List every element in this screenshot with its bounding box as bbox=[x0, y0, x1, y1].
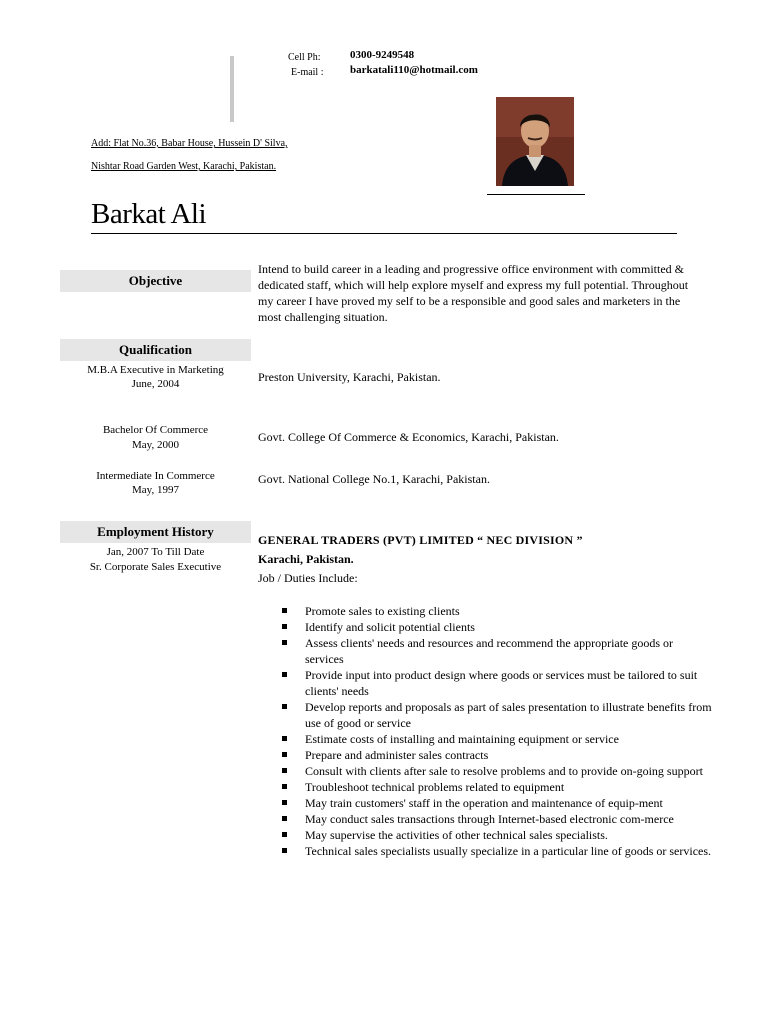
qualification-degree-1: M.B.A Executive in Marketing bbox=[87, 364, 224, 376]
candidate-name: Barkat Ali bbox=[91, 198, 207, 230]
header-divider bbox=[230, 56, 234, 122]
qualification-degree-2: Bachelor Of Commerce bbox=[102, 424, 209, 436]
duty-item: Prepare and administer sales contracts bbox=[282, 747, 712, 763]
phone-value: 0300-9249548 bbox=[350, 49, 415, 61]
qualification-heading: Qualification bbox=[60, 339, 251, 361]
employer-location: Karachi, Pakistan. bbox=[258, 552, 354, 566]
duties-intro: Job / Duties Include: bbox=[258, 571, 358, 585]
duty-item: May conduct sales transactions through Internet-based electronic com-merce bbox=[282, 811, 712, 827]
email-label: E-mail : bbox=[291, 67, 324, 78]
employment-heading: Employment History bbox=[60, 521, 251, 543]
objective-text: Intend to build career in a leading and progressive office environment with committed & dedicated staff, which will help explore myself and express my full potential. Throughout my career I have proved my self to be a responsible and good sales and marketers in the most challenging situation. bbox=[258, 262, 689, 324]
duty-item: Estimate costs of installing and maintaining equipment or service bbox=[282, 731, 712, 747]
profile-photo bbox=[496, 97, 574, 186]
address-line-2: Nishtar Road Garden West, Karachi, Pakistan. bbox=[91, 161, 277, 172]
qualification-institution-3: Govt. National College No.1, Karachi, Pakistan. bbox=[258, 472, 490, 486]
duties-list bbox=[282, 603, 712, 859]
photo-underline bbox=[487, 194, 585, 195]
duty-item: May supervise the activities of other technical sales specialists. bbox=[282, 827, 712, 843]
employment-position: Sr. Corporate Sales Executive bbox=[89, 561, 222, 573]
duty-item: Technical sales specialists usually specialize in a particular line of goods or services. bbox=[282, 843, 712, 859]
qualification-institution-1: Preston University, Karachi, Pakistan. bbox=[258, 370, 441, 384]
employment-period: Jan, 2007 To Till Date bbox=[106, 546, 205, 558]
qualification-degree-3: Intermediate In Commerce bbox=[96, 470, 215, 482]
qualification-date-2: May, 2000 bbox=[132, 439, 179, 451]
duty-item: Provide input into product design where goods or services must be tailored to suit clients' needs bbox=[282, 667, 712, 699]
qualification-date-1: June, 2004 bbox=[131, 378, 180, 390]
duty-item: Promote sales to existing clients bbox=[282, 603, 712, 619]
email-value[interactable]: barkatali110@hotmail.com bbox=[350, 64, 478, 76]
qualification-institution-2: Govt. College Of Commerce & Economics, Karachi, Pakistan. bbox=[258, 430, 559, 444]
objective-heading: Objective bbox=[60, 270, 251, 292]
duty-item: May train customers' staff in the operation and maintenance of equip-ment bbox=[282, 795, 712, 811]
duty-item: Develop reports and proposals as part of sales presentation to illustrate benefits from use of good or service bbox=[282, 699, 712, 731]
duty-item: Consult with clients after sale to resolve problems and to provide on-going support bbox=[282, 763, 712, 779]
duty-item: Identify and solicit potential clients bbox=[282, 619, 712, 635]
duty-item: Assess clients' needs and resources and recommend the appropriate goods or services bbox=[282, 635, 712, 667]
qualification-date-3: May, 1997 bbox=[132, 484, 179, 496]
address-line-1: Add: Flat No.36, Babar House, Hussein D' Silva, bbox=[91, 138, 288, 149]
duty-item: Troubleshoot technical problems related to equipment bbox=[282, 779, 712, 795]
employer-name: GENERAL TRADERS (PVT) LIMITED “ NEC DIVISION ” bbox=[258, 533, 583, 547]
phone-label: Cell Ph: bbox=[288, 52, 321, 63]
name-rule bbox=[91, 233, 677, 234]
